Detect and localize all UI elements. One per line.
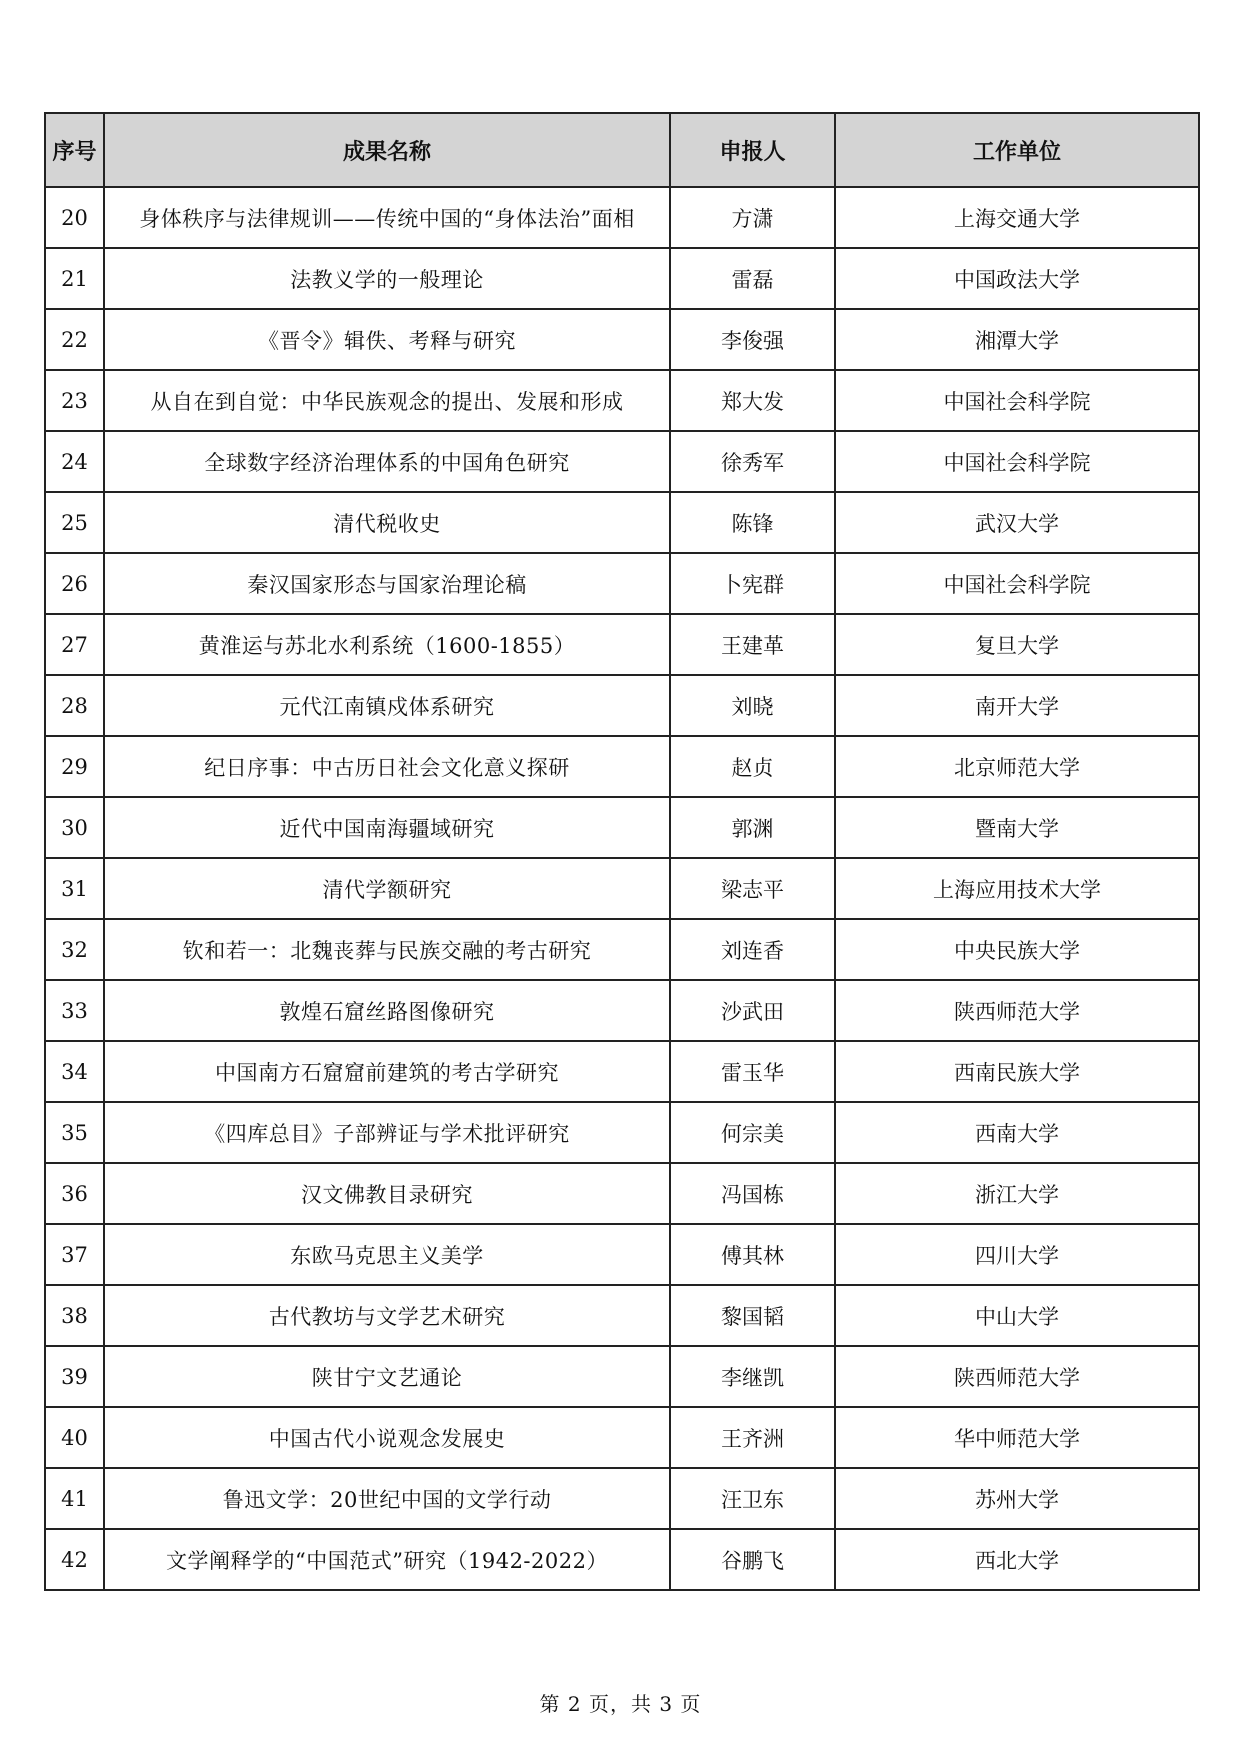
cell-work-unit: 中国社会科学院 <box>835 431 1199 492</box>
table-row <box>45 1041 1199 1102</box>
table-row <box>45 1407 1199 1468</box>
table-row <box>45 370 1199 431</box>
cell-achievement-title: 身体秩序与法律规训——传统中国的“身体法治”面相 <box>104 187 670 248</box>
cell-work-unit: 陕西师范大学 <box>835 980 1199 1041</box>
cell-work-unit: 西南民族大学 <box>835 1041 1199 1102</box>
cell-serial-number: 28 <box>45 675 104 736</box>
cell-achievement-title: 《晋令》辑佚、考释与研究 <box>104 309 670 370</box>
cell-work-unit: 中国社会科学院 <box>835 553 1199 614</box>
cell-applicant: 李俊强 <box>670 309 835 370</box>
cell-serial-number: 35 <box>45 1102 104 1163</box>
table-row <box>45 1102 1199 1163</box>
cell-applicant: 何宗美 <box>670 1102 835 1163</box>
cell-serial-number: 25 <box>45 492 104 553</box>
cell-applicant: 汪卫东 <box>670 1468 835 1529</box>
table-row <box>45 1346 1199 1407</box>
cell-applicant: 卜宪群 <box>670 553 835 614</box>
cell-serial-number: 41 <box>45 1468 104 1529</box>
cell-work-unit: 南开大学 <box>835 675 1199 736</box>
cell-applicant: 傅其林 <box>670 1224 835 1285</box>
table-body <box>45 187 1199 1590</box>
cell-work-unit: 武汉大学 <box>835 492 1199 553</box>
cell-serial-number: 22 <box>45 309 104 370</box>
cell-serial-number: 37 <box>45 1224 104 1285</box>
cell-work-unit: 上海交通大学 <box>835 187 1199 248</box>
cell-serial-number: 24 <box>45 431 104 492</box>
cell-achievement-title: 古代教坊与文学艺术研究 <box>104 1285 670 1346</box>
cell-serial-number: 33 <box>45 980 104 1041</box>
cell-applicant: 雷玉华 <box>670 1041 835 1102</box>
cell-work-unit: 北京师范大学 <box>835 736 1199 797</box>
header-achievement-title: 成果名称 <box>104 113 670 187</box>
cell-work-unit: 中国政法大学 <box>835 248 1199 309</box>
header-work-unit: 工作单位 <box>835 113 1199 187</box>
cell-work-unit: 陕西师范大学 <box>835 1346 1199 1407</box>
cell-serial-number: 40 <box>45 1407 104 1468</box>
table-row <box>45 1224 1199 1285</box>
cell-work-unit: 四川大学 <box>835 1224 1199 1285</box>
cell-serial-number: 21 <box>45 248 104 309</box>
table-row <box>45 919 1199 980</box>
cell-work-unit: 暨南大学 <box>835 797 1199 858</box>
table-header-row <box>45 113 1199 187</box>
cell-achievement-title: 文学阐释学的“中国范式”研究（1942-2022） <box>104 1529 670 1590</box>
table-row <box>45 1529 1199 1590</box>
cell-achievement-title: 敦煌石窟丝路图像研究 <box>104 980 670 1041</box>
cell-serial-number: 32 <box>45 919 104 980</box>
table-row <box>45 187 1199 248</box>
cell-applicant: 徐秀军 <box>670 431 835 492</box>
cell-applicant: 谷鹏飞 <box>670 1529 835 1590</box>
cell-work-unit: 西北大学 <box>835 1529 1199 1590</box>
table-row <box>45 431 1199 492</box>
table-row <box>45 553 1199 614</box>
cell-work-unit: 华中师范大学 <box>835 1407 1199 1468</box>
table-row <box>45 980 1199 1041</box>
cell-serial-number: 20 <box>45 187 104 248</box>
cell-applicant: 王齐洲 <box>670 1407 835 1468</box>
cell-work-unit: 浙江大学 <box>835 1163 1199 1224</box>
cell-serial-number: 34 <box>45 1041 104 1102</box>
cell-achievement-title: 清代学额研究 <box>104 858 670 919</box>
cell-applicant: 雷磊 <box>670 248 835 309</box>
table-row <box>45 248 1199 309</box>
table-row <box>45 492 1199 553</box>
cell-achievement-title: 中国南方石窟窟前建筑的考古学研究 <box>104 1041 670 1102</box>
cell-work-unit: 上海应用技术大学 <box>835 858 1199 919</box>
cell-applicant: 刘连香 <box>670 919 835 980</box>
cell-applicant: 冯国栋 <box>670 1163 835 1224</box>
cell-applicant: 王建革 <box>670 614 835 675</box>
header-serial-number: 序号 <box>45 113 104 187</box>
cell-achievement-title: 近代中国南海疆域研究 <box>104 797 670 858</box>
cell-serial-number: 23 <box>45 370 104 431</box>
cell-achievement-title: 陕甘宁文艺通论 <box>104 1346 670 1407</box>
header-applicant: 申报人 <box>670 113 835 187</box>
achievements-table <box>44 112 1200 1591</box>
cell-achievement-title: 东欧马克思主义美学 <box>104 1224 670 1285</box>
table-row <box>45 736 1199 797</box>
cell-serial-number: 30 <box>45 797 104 858</box>
cell-work-unit: 中央民族大学 <box>835 919 1199 980</box>
cell-achievement-title: 全球数字经济治理体系的中国角色研究 <box>104 431 670 492</box>
cell-achievement-title: 中国古代小说观念发展史 <box>104 1407 670 1468</box>
cell-achievement-title: 元代江南镇戍体系研究 <box>104 675 670 736</box>
table-row <box>45 1285 1199 1346</box>
cell-applicant: 刘晓 <box>670 675 835 736</box>
cell-achievement-title: 从自在到自觉：中华民族观念的提出、发展和形成 <box>104 370 670 431</box>
cell-work-unit: 苏州大学 <box>835 1468 1199 1529</box>
cell-applicant: 郭渊 <box>670 797 835 858</box>
cell-serial-number: 38 <box>45 1285 104 1346</box>
cell-work-unit: 复旦大学 <box>835 614 1199 675</box>
table-row <box>45 797 1199 858</box>
cell-work-unit: 湘潭大学 <box>835 309 1199 370</box>
cell-work-unit: 中山大学 <box>835 1285 1199 1346</box>
cell-applicant: 方潇 <box>670 187 835 248</box>
cell-applicant: 黎国韬 <box>670 1285 835 1346</box>
table-row <box>45 675 1199 736</box>
cell-achievement-title: 汉文佛教目录研究 <box>104 1163 670 1224</box>
cell-applicant: 沙武田 <box>670 980 835 1041</box>
cell-applicant: 李继凯 <box>670 1346 835 1407</box>
table-row <box>45 1163 1199 1224</box>
cell-serial-number: 29 <box>45 736 104 797</box>
cell-achievement-title: 清代税收史 <box>104 492 670 553</box>
table-row <box>45 614 1199 675</box>
cell-achievement-title: 秦汉国家形态与国家治理论稿 <box>104 553 670 614</box>
cell-achievement-title: 黄淮运与苏北水利系统（1600-1855） <box>104 614 670 675</box>
cell-work-unit: 中国社会科学院 <box>835 370 1199 431</box>
cell-achievement-title: 钦和若一：北魏丧葬与民族交融的考古研究 <box>104 919 670 980</box>
cell-achievement-title: 法教义学的一般理论 <box>104 248 670 309</box>
table-row <box>45 1468 1199 1529</box>
cell-achievement-title: 纪日序事：中古历日社会文化意义探研 <box>104 736 670 797</box>
cell-serial-number: 26 <box>45 553 104 614</box>
page-footer: 第 2 页，共 3 页 <box>539 1692 702 1716</box>
cell-work-unit: 西南大学 <box>835 1102 1199 1163</box>
table-row <box>45 309 1199 370</box>
cell-applicant: 陈锋 <box>670 492 835 553</box>
cell-serial-number: 27 <box>45 614 104 675</box>
cell-serial-number: 31 <box>45 858 104 919</box>
cell-achievement-title: 《四库总目》子部辨证与学术批评研究 <box>104 1102 670 1163</box>
table-row <box>45 858 1199 919</box>
cell-serial-number: 39 <box>45 1346 104 1407</box>
cell-applicant: 郑大发 <box>670 370 835 431</box>
cell-applicant: 梁志平 <box>670 858 835 919</box>
cell-serial-number: 42 <box>45 1529 104 1590</box>
cell-applicant: 赵贞 <box>670 736 835 797</box>
cell-achievement-title: 鲁迅文学：20世纪中国的文学行动 <box>104 1468 670 1529</box>
cell-serial-number: 36 <box>45 1163 104 1224</box>
